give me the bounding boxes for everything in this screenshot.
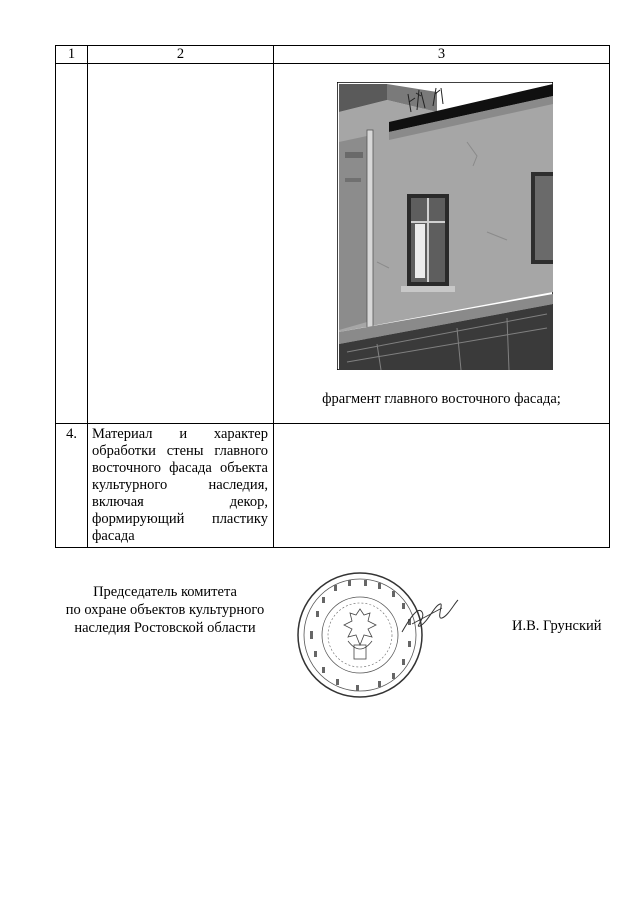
empty-description-cell: [88, 64, 274, 424]
signatory-title: [60, 583, 270, 637]
facade-photo: [337, 82, 553, 370]
header-col-3: 3: [274, 46, 610, 64]
row-description: Материал и характер обработки стены главного восточного фасада объекта культурного наследия, включая декор, формирующий пластику фасада: [88, 424, 274, 548]
header-col-1: 1: [56, 46, 88, 64]
photo-cell: [274, 64, 610, 424]
row-number: 4.: [56, 424, 88, 548]
header-col-2: 2: [88, 46, 274, 64]
table-header-row: [56, 46, 610, 64]
signatory-title-line-3: наследия Ростовской области: [74, 620, 256, 636]
table-row-4: [56, 424, 610, 548]
handwritten-signature: [400, 598, 460, 638]
empty-photo-cell: [274, 424, 610, 548]
document-table: [55, 45, 610, 548]
signatory-title-line-2: по охране объектов культурного: [65, 602, 265, 618]
signatory-title-line-1: Председатель комитета: [93, 584, 237, 600]
empty-number-cell: [56, 64, 88, 424]
photo-caption: фрагмент главного восточного фасада;: [322, 391, 561, 407]
signatory-name: И.В. Грунский: [512, 618, 602, 634]
table-row-photo: [56, 64, 610, 424]
